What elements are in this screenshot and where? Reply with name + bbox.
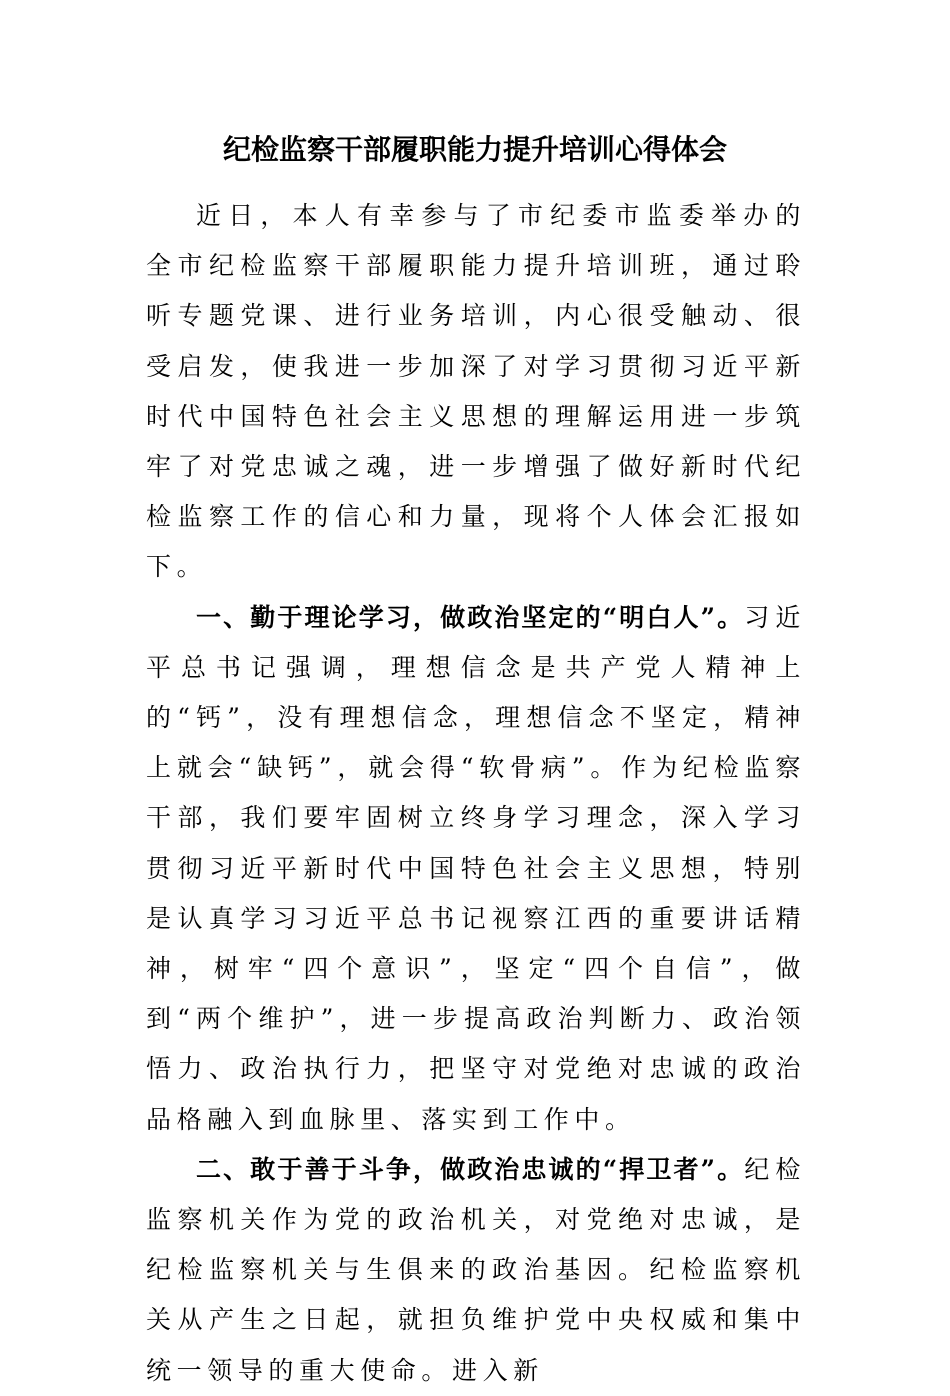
paragraph-intro bbox=[146, 191, 806, 593]
paragraph-section-1 bbox=[146, 593, 806, 1145]
document-title: 纪检监察干部履职能力提升培训心得体会 bbox=[222, 133, 727, 166]
section-heading: 二、敢于善于斗争，做政治忠诚的“捍卫者”。 bbox=[196, 1154, 745, 1184]
paragraph-section-2 bbox=[146, 1145, 806, 1396]
paragraph-text: 近日，本人有幸参与了市纪委市监委举办的全市纪检监察干部履职能力提升培训班，通过聆听专题党课、进行业务培训，内心很受触动、很受启发，使我进一步加深了对学习贯彻习近平新时代中国特色社会主义思想的理解运用进一步筑牢了对党忠诚之魂，进一步增强了做好新时代纪检监察工作的信心和力量，现将个人体会汇报如下。 bbox=[146, 201, 806, 582]
document-body bbox=[146, 191, 806, 1396]
section-heading: 一、勤于理论学习，做政治坚定的“明白人”。 bbox=[196, 602, 745, 632]
paragraph-text: 纪检监察机关作为党的政治机关，对党绝对忠诚，是纪检监察机关与生俱来的政治基因。纪检监察机关从产生之日起，就担负维护党中央权威和集中统一领导的重大使命。进入新 bbox=[146, 1154, 806, 1385]
paragraph-text: 习近平总书记强调，理想信念是共产党人精神上的“钙”，没有理想信念，理想信念不坚定，精神上就会“缺钙”，就会得“软骨病”。作为纪检监察干部，我们要牢固树立终身学习理念，深入学习贯彻习近平新时代中国特色社会主义思想，特别是认真学习习近平总书记视察江西的重要讲话精神，树牢“四个意识”，坚定“四个自信”，做到“两个维护”，进一步提高政治判断力、政治领悟力、政治执行力，把坚守对党绝对忠诚的政治品格融入到血脉里、落实到工作中。 bbox=[146, 602, 806, 1134]
